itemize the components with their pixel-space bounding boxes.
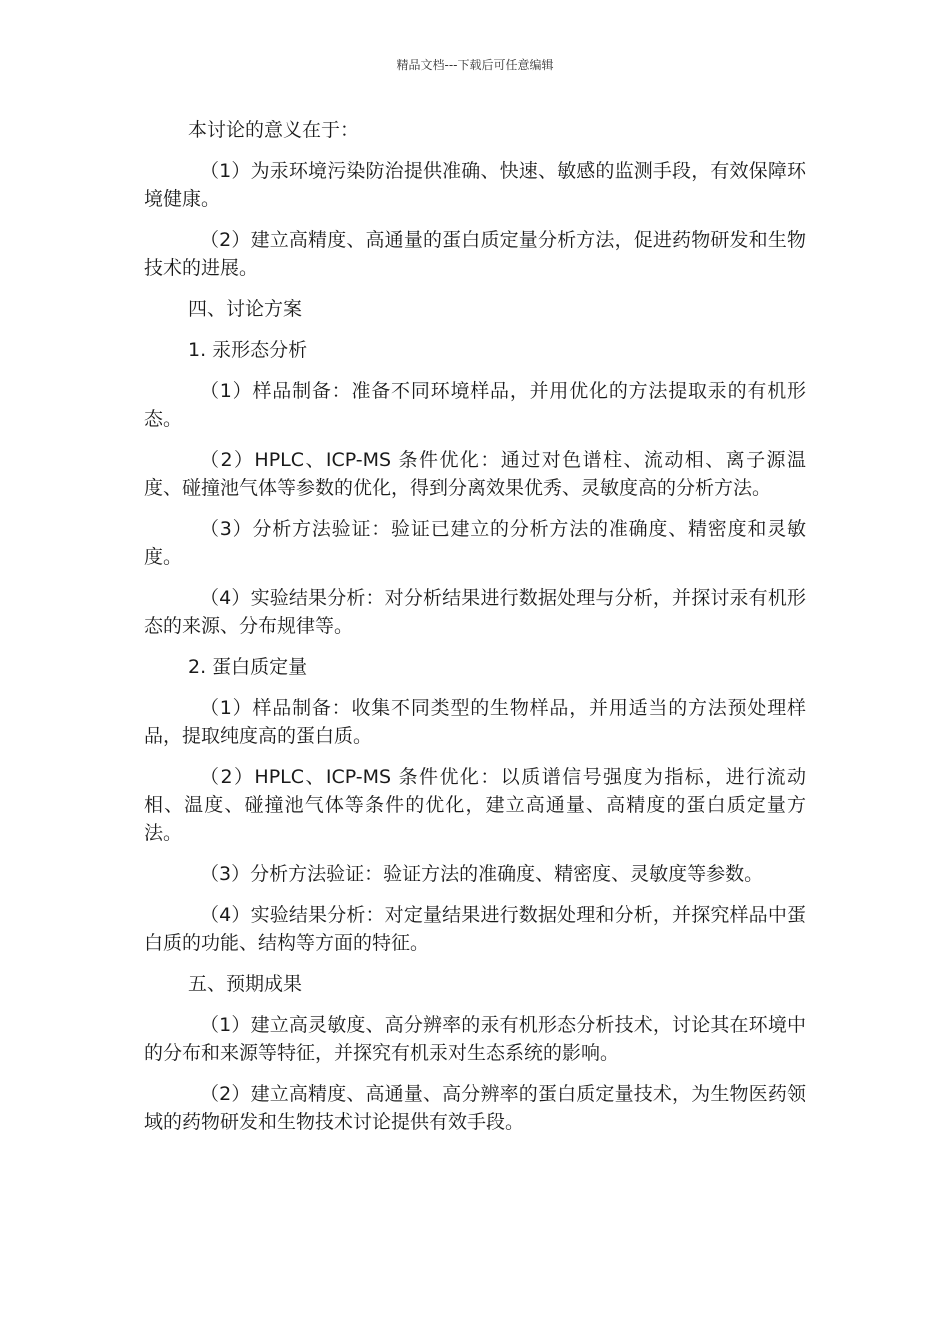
page-header: 精品文档---下载后可任意编辑 <box>396 58 554 72</box>
paragraph-mercury-step-4: （4）实验结果分析：对分析结果进行数据处理与分析，并探讨汞有机形态的来源、分布规律等。 <box>144 587 806 637</box>
paragraph-mercury-step-2: （2）HPLC、ICP-MS 条件优化：通过对色谱柱、流动相、离子源温度、碰撞池气体等参数的优化，得到分离效果优秀、灵敏度高的分析方法。 <box>144 449 806 499</box>
paragraph-expected-result-2: （2）建立高精度、高通量、高分辨率的蛋白质定量技术，为生物医药领域的药物研发和生物技术讨论提供有效手段。 <box>144 1083 806 1133</box>
document-body <box>144 116 806 1149</box>
paragraph-significance-1: （1）为汞环境污染防治提供准确、快速、敏感的监测手段，有效保障环境健康。 <box>144 160 806 210</box>
paragraph-mercury-step-3: （3）分析方法验证：验证已建立的分析方法的准确度、精密度和灵敏度。 <box>144 518 806 568</box>
section-heading-expected-results: 五、预期成果 <box>188 973 303 995</box>
paragraph-mercury-step-1: （1）样品制备：准备不同环境样品，并用优化的方法提取汞的有机形态。 <box>144 380 806 430</box>
paragraph-significance-2: （2）建立高精度、高通量的蛋白质定量分析方法，促进药物研发和生物技术的进展。 <box>144 229 806 279</box>
paragraph-protein-step-3: （3）分析方法验证：验证方法的准确度、精密度、灵敏度等参数。 <box>200 863 764 885</box>
subsection-heading-protein-quantification: 2. 蛋白质定量 <box>188 656 308 678</box>
paragraph-significance-intro: 本讨论的意义在于： <box>188 119 360 141</box>
paragraph-expected-result-1: （1）建立高灵敏度、高分辨率的汞有机形态分析技术，讨论其在环境中的分布和来源等特征，并探究有机汞对生态系统的影响。 <box>144 1014 806 1064</box>
paragraph-protein-step-1: （1）样品制备：收集不同类型的生物样品，并用适当的方法预处理样品，提取纯度高的蛋白质。 <box>144 697 806 747</box>
paragraph-protein-step-2: （2）HPLC、ICP-MS 条件优化：以质谱信号强度为指标，进行流动相、温度、碰撞池气体等条件的优化，建立高通量、高精度的蛋白质定量方法。 <box>144 766 806 844</box>
section-heading-research-plan: 四、讨论方案 <box>188 298 303 320</box>
paragraph-protein-step-4: （4）实验结果分析：对定量结果进行数据处理和分析，并探究样品中蛋白质的功能、结构等方面的特征。 <box>144 904 806 954</box>
subsection-heading-mercury-speciation: 1. 汞形态分析 <box>188 339 308 361</box>
